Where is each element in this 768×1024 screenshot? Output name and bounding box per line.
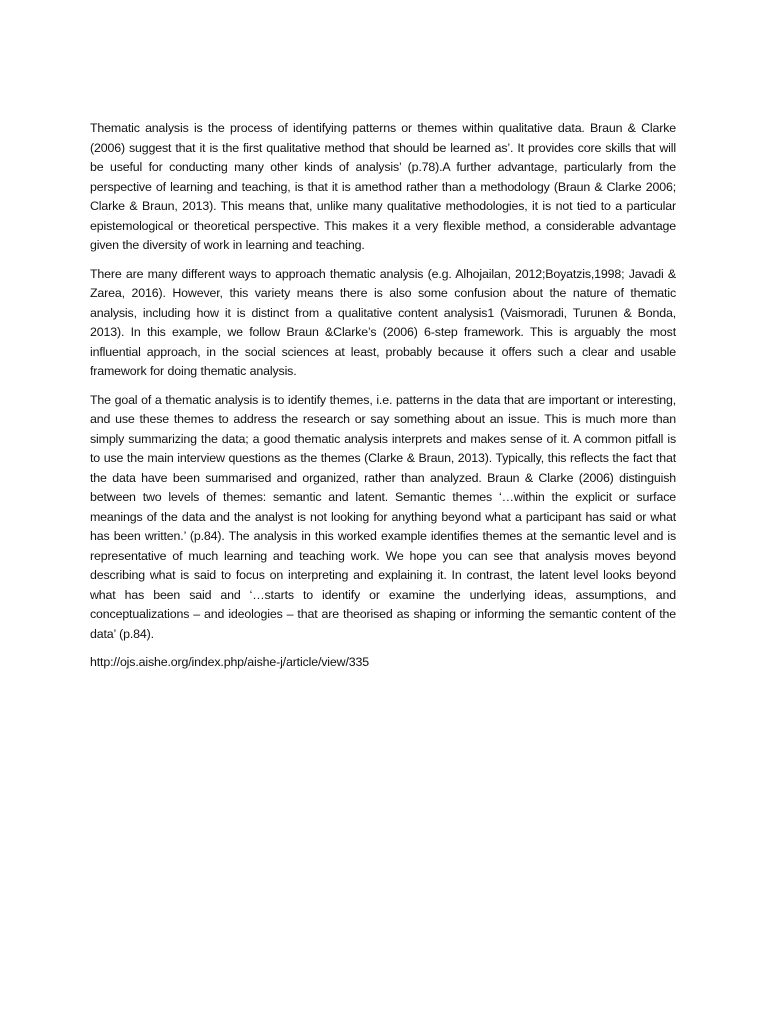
paragraph-definition: Thematic analysis is the process of identifying patterns or themes within qualitative data. Braun & Clarke (2006) suggest that it is the first qualitative method that should be learned as’. It provides core skills that will be useful for conducting many other kinds of analysis’ (p.78).A further advantage, particularly from the perspective of learning and teaching, is that it is amethod rather than a methodology (Braun & Clarke 2006; Clarke & Braun, 2013). This means that, unlike many qualitative methodologies, it is not tied to a particular epistemological or theoretical perspective. This makes it a very flexible method, a considerable advantage given the diversity of work in learning and teaching.	[90, 121, 676, 252]
paragraph-goal: The goal of a thematic analysis is to identify themes, i.e. patterns in the data that are important or interesting, and use these themes to address the research or say something about an issue. This is much more than simply summarizing the data; a good thematic analysis interprets and makes sense of it. A common pitfall is to use the main interview questions as the themes (Clarke & Braun, 2013). Typically, this reflects the fact that the data have been summarised and organized, rather than analyzed. Braun & Clarke (2006) distinguish between two levels of themes: semantic and latent. Semantic themes ‘…within the explicit or surface meanings of the data and the analyst is not looking for anything beyond what a participant has said or what has been written.’ (p.84). The analysis in this worked example identifies themes at the semantic level and is representative of much learning and teaching work. We hope you can see that analysis moves beyond describing what is said to focus on interpreting and explaining it. In contrast, the latent level looks beyond what has been said and ‘…starts to identify or examine the underlying ideas, assumptions, and conceptualizations – and ideologies – that are theorised as shaping or informing the semantic content of the data’ (p.84).	[90, 392, 676, 641]
source-url: http://ojs.aishe.org/index.php/aishe-j/article/view/335	[90, 655, 369, 669]
paragraph-approaches: There are many different ways to approach thematic analysis (e.g. Alhojailan, 2012;Boyatzis,1998; Javadi & Zarea, 2016). However, this variety means there is also some confusion about the nature of thematic analysis, including how it is distinct from a qualitative content analysis1 (Vaismoradi, Turunen & Bonda, 2013). In this example, we follow Braun &Clarke’s (2006) 6-step framework. This is arguably the most influential approach, in the social sciences at least, probably because it offers such a clear and usable framework for doing thematic analysis.	[90, 266, 676, 378]
document-page	[90, 119, 676, 673]
